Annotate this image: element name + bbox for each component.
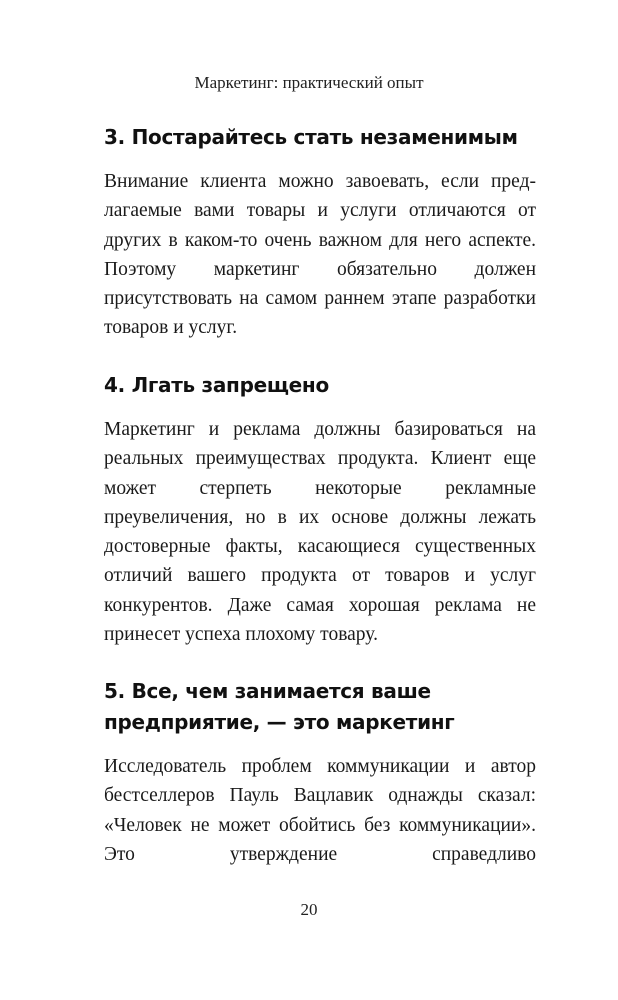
section-heading: 4. Лгать запрещено [104,373,329,397]
section-heading: 3. Постарайтесь стать незаменимым [104,125,518,149]
section-heading: 5. Все, чем занимается ваше предприятие, — это маркетинг [104,679,455,734]
section-paragraph: Маркетинг и реклама должны базироваться на реальных преимуществах продукта. Клиент еще может стерпеть некоторые рекламные преувеличения, но в их основе должны лежать достоверные факты, касающиеся существенных отличий вашего продукта от товаров и услуг конкурентов. Даже самая хорошая реклама не принесет успеха плохому товару. [104,419,536,646]
section-3 [104,122,536,343]
section-paragraph: Внимание клиента можно завоевать, если предлагаемые вами товары и услуги отличаются от других в каком-то очень важном для него аспекте. Поэтому маркетинг обязательно должен присутствовать на самом раннем этапе разработки товаров и услуг. [104,171,536,339]
section-paragraph: Исследователь проблем коммуникации и автор бестселлеров Пауль Вацлавик однажды сказал: «Человек не может обойтись без коммуникации». Это утверждение справедливо [104,756,536,865]
section-4 [104,370,536,649]
section-5 [104,676,536,869]
page-number: 20 [300,900,318,919]
running-head: Маркетинг: практический опыт [194,73,424,92]
